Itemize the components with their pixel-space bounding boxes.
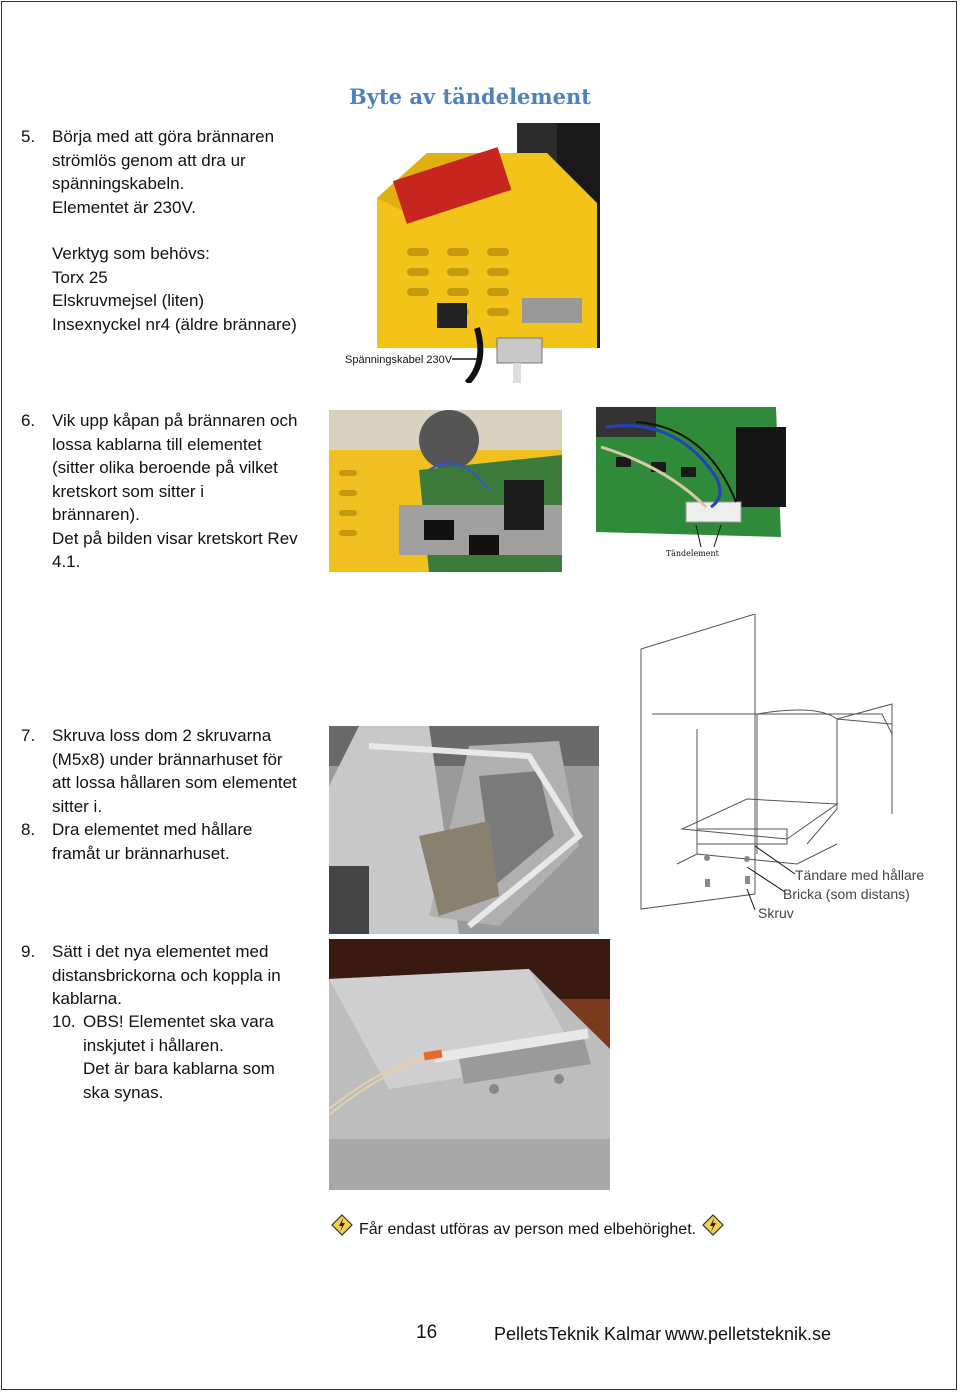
text-line: att lossa hållaren som elementet [52, 773, 297, 792]
opened-burner-photo [329, 410, 562, 572]
page-title: Byte av tändelement [349, 84, 591, 109]
text-line: (M5x8) under brännarhuset för [52, 749, 283, 769]
electrician-warning: Får endast utföras av person med elbehörighet. [359, 1221, 697, 1238]
text-line: Börja med att göra brännaren [52, 127, 275, 146]
step-10-number: 10. [52, 1012, 76, 1031]
text-line: (sitter olika beroende på vilket [52, 458, 278, 477]
text-line: Torx 25 [52, 267, 108, 287]
text-line: framåt ur brännarhuset. [52, 843, 230, 863]
burner-power-cable-photo [337, 123, 600, 383]
text-line: Det är bara kablarna som [83, 1059, 275, 1078]
step-7-number: 7. [21, 726, 36, 745]
text-line: 4.1. [52, 552, 81, 571]
text-line: Insexnyckel nr4 (äldre brännare) [52, 314, 297, 334]
screw-label: Skruv [758, 905, 794, 919]
step-7-text [52, 724, 297, 818]
step-6-number: 6. [21, 411, 36, 430]
website-link[interactable]: www.pelletsteknik.se [665, 1324, 832, 1344]
step-5-text [52, 125, 274, 219]
tools-list [52, 242, 297, 336]
text-line: sitter i. [52, 796, 103, 816]
warning-icon [702, 1214, 724, 1236]
step-8-text [52, 818, 252, 865]
text-line: Verktyg som behövs: [52, 244, 210, 263]
step-9-number: 9. [21, 942, 36, 961]
power-cable-label: Spänningskabel 230V [345, 354, 453, 366]
text-line: OBS! Elementet ska vara [83, 1012, 274, 1031]
page-number: 16 [416, 1322, 438, 1343]
text-line: lossa kablarna till elementet [52, 434, 262, 454]
step-10-text [83, 1010, 275, 1104]
burner-housing-photo [329, 726, 599, 934]
text-line: ska synas. [83, 1082, 164, 1102]
circuit-board-photo [596, 407, 790, 562]
ignition-element-label: Tändelement [666, 549, 719, 558]
text-line: Dra elementet med hållare [52, 820, 253, 839]
text-line: strömlös genom att dra ur [52, 150, 246, 170]
text-line: brännaren). [52, 505, 140, 524]
text-line: Elementet är 230V. [52, 197, 196, 217]
step-6-text [52, 409, 298, 574]
company-name: PelletsTeknik Kalmar [494, 1324, 662, 1344]
burner-exploded-diagram [637, 614, 932, 919]
text-line: Skruva loss dom 2 skruvarna [52, 726, 272, 745]
text-line: kablarna. [52, 989, 122, 1008]
step-8-number: 8. [21, 820, 36, 839]
text-line: Vik upp kåpan på brännaren och [52, 411, 298, 430]
text-line: Sätt i det nya elementet med [52, 942, 269, 961]
washer-label: Bricka (som distans) [783, 886, 910, 902]
text-line: spänningskabeln. [52, 174, 185, 193]
text-line: Det på bilden visar kretskort Rev [52, 528, 298, 548]
warning-icon [331, 1214, 353, 1236]
text-line: Elskruvmejsel (liten) [52, 291, 205, 310]
text-line: distansbrickorna och koppla in [52, 965, 281, 985]
step-9-text [52, 940, 281, 1011]
igniter-holder-label: Tändare med hållare [795, 867, 925, 883]
step-5-number: 5. [21, 127, 36, 146]
text-line: inskjutet i hållaren. [83, 1035, 224, 1055]
text-line: kretskort som sitter i [52, 481, 205, 501]
new-element-photo [329, 939, 610, 1190]
